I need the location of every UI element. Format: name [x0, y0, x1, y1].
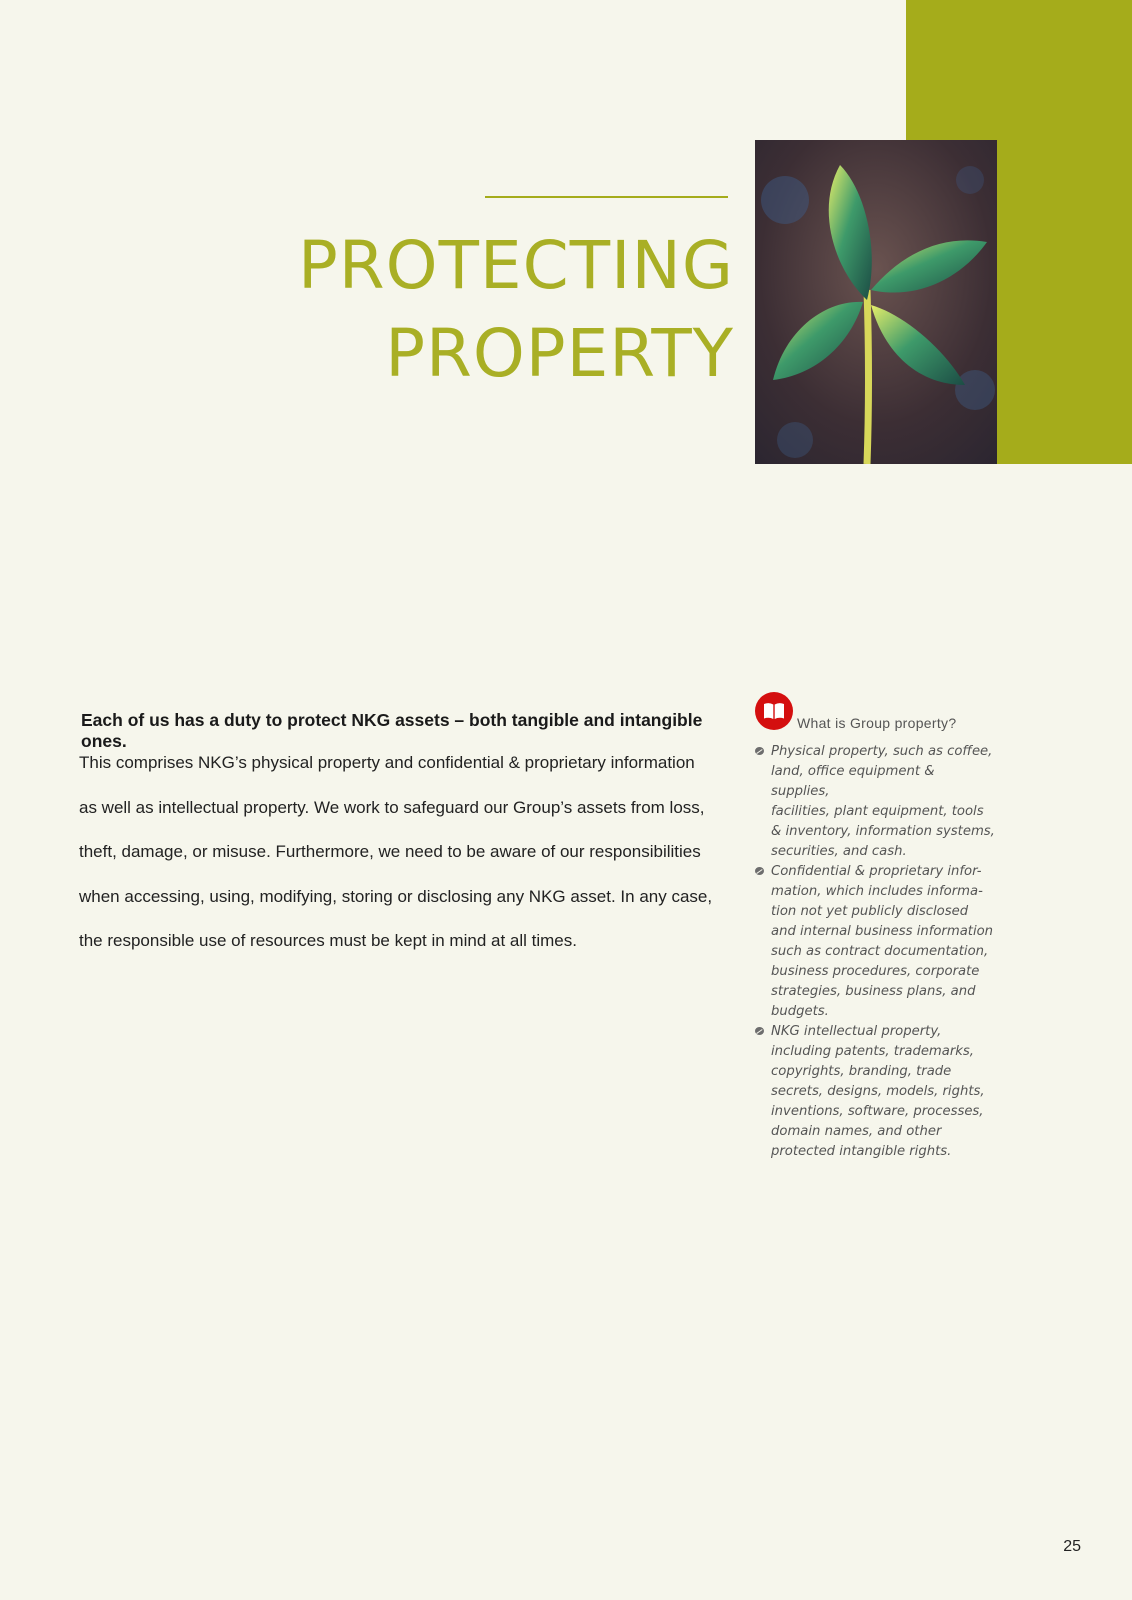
- page-number: 25: [1063, 1538, 1081, 1555]
- list-item-line: NKG intellectual property,: [771, 1024, 942, 1039]
- body-line: as well as intellectual property. We work to safeguard our Group’s assets from loss,: [79, 797, 705, 817]
- list-item-line: budgets.: [771, 1004, 829, 1019]
- body-line: theft, damage, or misuse. Furthermore, we need to be aware of our responsibilities: [79, 842, 701, 861]
- list-item-line: land, office equipment & supplies,: [771, 764, 935, 799]
- list-item-line: tion not yet publicly disclosed: [771, 904, 969, 919]
- page-title: [298, 222, 734, 398]
- list-item-line: including patents, trademarks,: [771, 1044, 974, 1059]
- body-line: This comprises NKG’s physical property and confidential & proprietary information: [79, 753, 695, 772]
- sidebar-title: What is Group property?: [797, 715, 957, 731]
- list-item-line: facilities, plant equipment, tools: [771, 804, 984, 819]
- coffee-bean-bullet-icon: [755, 747, 764, 755]
- seedling-photo: [755, 140, 997, 464]
- list-item-line: secrets, designs, models, rights,: [771, 1084, 985, 1099]
- coffee-bean-bullet-icon: [755, 1027, 764, 1035]
- page-title-line-1: PROTECTING: [297, 227, 734, 304]
- list-item-line: domain names, and other: [771, 1124, 942, 1139]
- list-item-line: business procedures, corporate: [771, 964, 980, 979]
- list-item-line: inventions, software, processes,: [771, 1104, 984, 1119]
- body-line: the responsible use of resources must be kept in mind at all times.: [79, 931, 577, 950]
- book-icon: [755, 692, 793, 730]
- list-item-line: & inventory, information systems,: [771, 824, 995, 839]
- list-item: [755, 862, 995, 1022]
- list-item-line: Confidential & proprietary infor-: [771, 864, 982, 879]
- list-item-line: Physical property, such as coffee,: [771, 744, 993, 759]
- seedling-illustration: [755, 140, 997, 464]
- title-rule: [485, 196, 728, 198]
- list-item-line: and internal business information: [771, 924, 994, 939]
- list-item: [755, 742, 995, 862]
- list-item-line: protected intangible rights.: [771, 1144, 952, 1159]
- page-title-line-2: PROPERTY: [385, 315, 734, 392]
- list-item-line: such as contract documentation,: [771, 944, 989, 959]
- list-item-line: mation, which includes informa-: [771, 884, 983, 899]
- list-item-line: copyrights, branding, trade: [771, 1064, 952, 1079]
- group-property-list: [755, 742, 995, 1162]
- body-line: when accessing, using, modifying, storing or disclosing any NKG asset. In any case,: [79, 886, 713, 906]
- list-item-line: securities, and cash.: [771, 844, 907, 859]
- list-item-line: strategies, business plans, and: [771, 984, 976, 999]
- list-item: [755, 1022, 995, 1162]
- body-paragraph: [79, 741, 733, 964]
- coffee-bean-bullet-icon: [755, 867, 764, 875]
- intro-statement: Each of us has a duty to protect NKG assets – both tangible and intangible ones.: [81, 710, 703, 751]
